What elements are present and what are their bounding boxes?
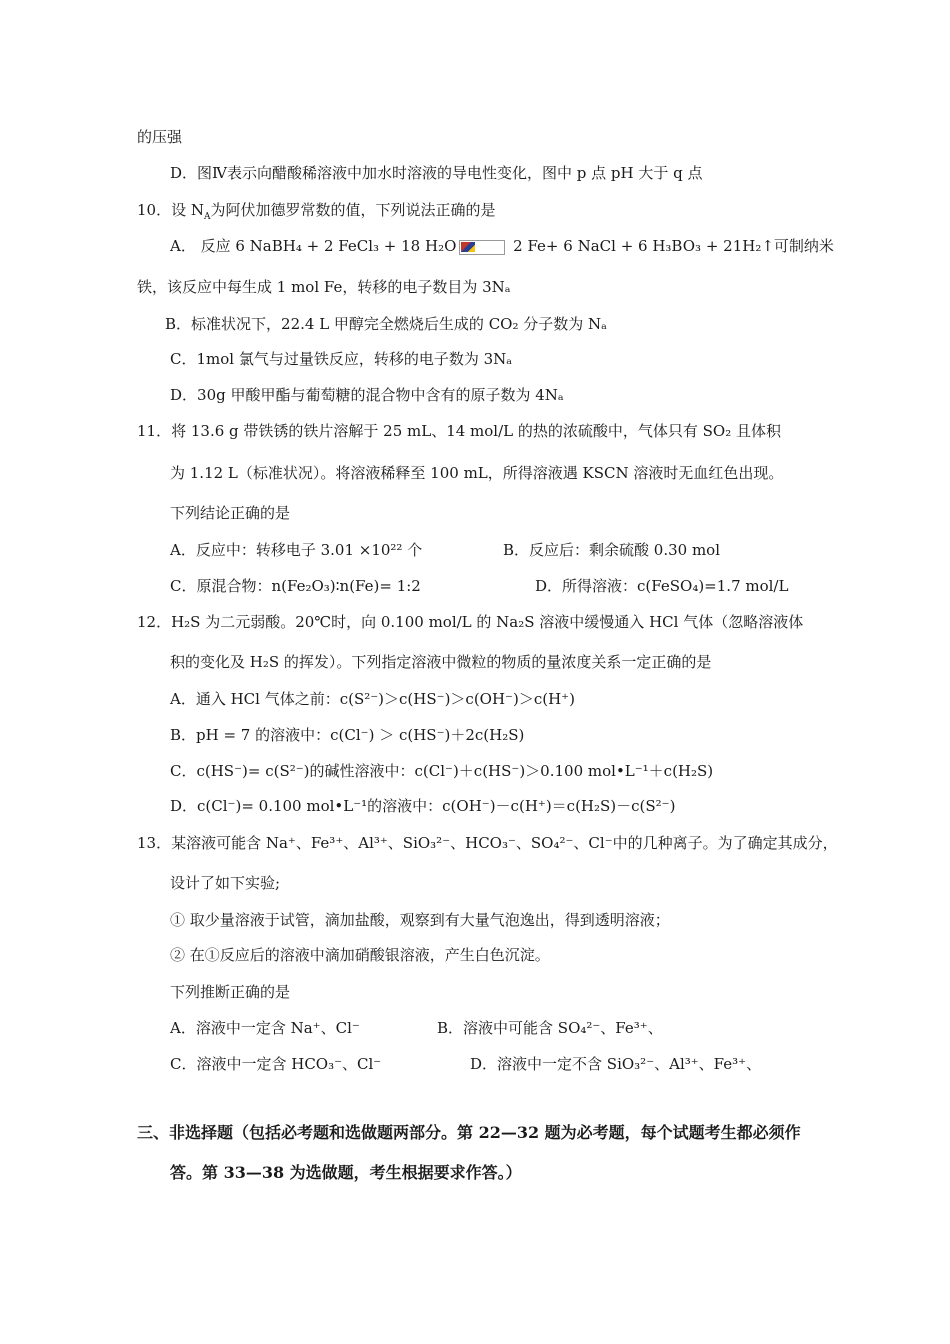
reaction-arrow-icon [459,240,505,255]
q13-option-d: D．溶液中一定不含 SiO₃²⁻、Al³⁺、Fe³⁺、 [470,1055,762,1073]
q13-stem-3: 下列推断正确的是 [170,983,291,1001]
q10-option-d: D．30g 甲酸甲酯与葡萄糖的混合物中含有的原子数为 4Nₐ [170,386,564,404]
q13-step-1: ① 取少量溶液于试管，滴加盐酸，观察到有大量气泡逸出，得到透明溶液； [170,911,670,929]
section-3-heading: 三、非选择题（包括必考题和选做题两部分。第 22—32 题为必考题，每个试题考生都必须作 [137,1123,801,1142]
q10-stem: 10．设 $N_A$为阿伏加德罗常数的值，下列说法正确的是 [137,201,496,222]
q13-option-c: C．溶液中一定含 HCO₃⁻、Cl⁻ [170,1055,382,1073]
q12-option-c: C．c(HS⁻)= c(S²⁻)的碱性溶液中：c(Cl⁻)＋c(HS⁻)＞0.100 mol•L⁻¹＋c(H₂S) [170,762,714,780]
q12-option-b: B．pH = 7 的溶液中：c(Cl⁻) ＞ c(HS⁻)＋2c(H₂S) [170,726,525,744]
section-3-heading-cont: 答。第 33—38 为选做题，考生根据要求作答。） [170,1163,522,1182]
q11-stem-2: 为 1.12 L（标准状况）。将溶液稀释至 100 mL，所得溶液遇 KSCN 溶液时无血红色出现。 [170,464,784,482]
q9-option-d: D．图Ⅳ表示向醋酸稀溶液中加水时溶液的导电性变化，图中 p 点 pH 大于 q 点 [170,164,703,182]
q12-option-d: D．c(Cl⁻)= 0.100 mol•L⁻¹的溶液中：c(OH⁻)－c(H⁺)＝c(H₂S)－c(S²⁻) [170,797,676,815]
q11-option-c: C．原混合物：n(Fe₂O₃)∶n(Fe)= 1:2 [170,577,421,595]
q11-stem-3: 下列结论正确的是 [170,504,291,522]
q10-option-a-cont: 铁，该反应中每生成 1 mol Fe，转移的电子数目为 3Nₐ [137,278,511,296]
q13-option-b: B．溶液中可能含 SO₄²⁻、Fe³⁺、 [437,1019,663,1037]
q11-option-a: A．反应中：转移电子 3.01 ×10²² 个 [170,541,423,559]
q10-option-b: B．标准状况下，22.4 L 甲醇完全燃烧后生成的 CO₂ 分子数为 Nₐ [165,315,607,333]
q11-stem: 11．将 13.6 g 带铁锈的铁片溶解于 25 mL、14 mol/L 的热的浓硫酸中，气体只有 SO₂ 且体积 [137,422,782,440]
q13-stem-2: 设计了如下实验; [170,874,281,892]
q13-option-a: A．溶液中一定含 Na⁺、Cl⁻ [170,1019,360,1037]
line-continuation: 的压强 [137,128,183,146]
q11-option-b: B．反应后：剩余硫酸 0.30 mol [503,541,721,559]
q11-option-d: D．所得溶液：c(FeSO₄)=1.7 mol/L [535,577,789,595]
q12-stem: 12．H₂S 为二元弱酸。20℃时，向 0.100 mol/L 的 Na₂S 溶液中缓慢通入 HCl 气体（忽略溶液体 [137,613,804,631]
q13-step-2: ② 在①反应后的溶液中滴加硝酸银溶液，产生白色沉淀。 [170,946,550,964]
q13-stem: 13．某溶液可能含 Na⁺、Fe³⁺、Al³⁺、SiO₃²⁻、HCO₃⁻、SO₄²⁻、Cl⁻中的几种离子。为了确定其成分， [137,834,838,852]
q10-option-c: C．1mol 氯气与过量铁反应，转移的电子数为 3Nₐ [170,350,513,368]
q12-stem-2: 积的变化及 H₂S 的挥发）。下列指定溶液中微粒的物质的量浓度关系一定正确的是 [170,653,712,671]
q10-option-a: A． 反应 6 NaBH₄ + 2 FeCl₃ + 18 H₂O 2 Fe+ 6 NaCl + 6 H₃BO₃ + 21H₂↑可制纳米 [170,237,834,255]
q12-option-a: A．通入 HCl 气体之前：c(S²⁻)＞c(HS⁻)＞c(OH⁻)＞c(H⁺) [170,690,575,708]
